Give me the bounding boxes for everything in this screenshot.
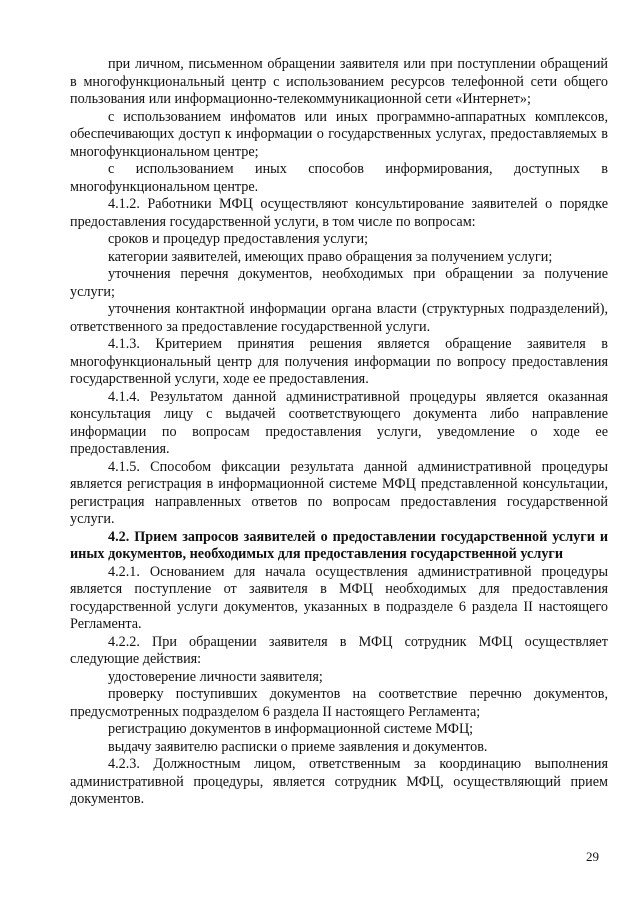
paragraph-7: уточнения перечня документов, необходимых при обращении за получение услуги; (70, 266, 608, 300)
paragraph-15: удостоверение личности заявителя; (108, 668, 323, 685)
paragraph-18: выдачу заявителю расписки о приеме заявления и документов. (108, 738, 488, 755)
paragraph-1: при личном, письменном обращении заявителя или при поступлении обращений в многофункциональный центр с использованием ресурсов телефонной сети общего пользования или информационно-телекоммуникационной сети «Интернет»; (70, 56, 608, 107)
paragraph-5: сроков и процедур предоставления услуги; (108, 231, 369, 247)
paragraph-16: проверку поступивших документов на соответствие перечню документов, предусмотренных подразделом 6 раздела II настоящего Регламента; (70, 686, 608, 720)
paragraph-4-1-4: 4.1.4. Результатом данной административной процедуры является оказанная консультация лицу с выдачей соответствующего документа либо направление информации по вопросам предоставления услуги, уведомление о ходе ее предоставления. (70, 388, 608, 457)
document-body (70, 56, 608, 809)
paragraph-4-1-3: 4.1.3. Критерием принятия решения является обращение заявителя в многофункциональный центр для получения информации по вопросу предоставления государственной услуги, ходе ее предоставления. (70, 336, 608, 387)
paragraph-6: категории заявителей, имеющих право обращения за получением услуги; (108, 248, 553, 265)
paragraph-4-1-5: 4.1.5. Способом фиксации результата данной административной процедуры является регистрация в информационной системе МФЦ представленной консультации, регистрация направленных ответов по вопросам предоставления государственной услуги. (70, 458, 608, 527)
paragraph-4-2-1: 4.2.1. Основанием для начала осуществления административной процедуры является поступление от заявителя в МФЦ необходимых для предоставления государственной услуги документов, указанных в подразделе 6 раздела II настоящего Регламента. (70, 563, 608, 632)
paragraph-2: с использованием инфоматов или иных программно-аппаратных комплексов, обеспечивающих доступ к информации о государственных услугах, предоставляемых в многофункциональном центре; (70, 108, 608, 160)
paragraph-4-1-2: 4.1.2. Работники МФЦ осуществляют консультирование заявителей о порядке предоставления государственной услуги, в том числе по вопросам: (70, 196, 608, 230)
section-heading-4-2: 4.2. Прием запросов заявителей о предоставлении государственной услуги и иных документов, необходимых для предоставления государственной услуги (70, 528, 608, 562)
paragraph-3: с использованием иных способов информирования, доступных в многофункциональном центре. (70, 161, 608, 195)
paragraph-4-2-2: 4.2.2. При обращении заявителя в МФЦ сотрудник МФЦ осуществляет следующие действия: (70, 633, 608, 667)
paragraph-8: уточнения контактной информации органа власти (структурных подразделений), ответственного за предоставление государственной услуги. (70, 301, 608, 335)
page-number: 29 (586, 849, 599, 864)
paragraph-4-2-3: 4.2.3. Должностным лицом, ответственным за координацию выполнения административной процедуры, является сотрудник МФЦ, осуществляющий прием документов. (70, 756, 608, 807)
paragraph-17: регистрацию документов в информационной системе МФЦ; (108, 721, 474, 737)
